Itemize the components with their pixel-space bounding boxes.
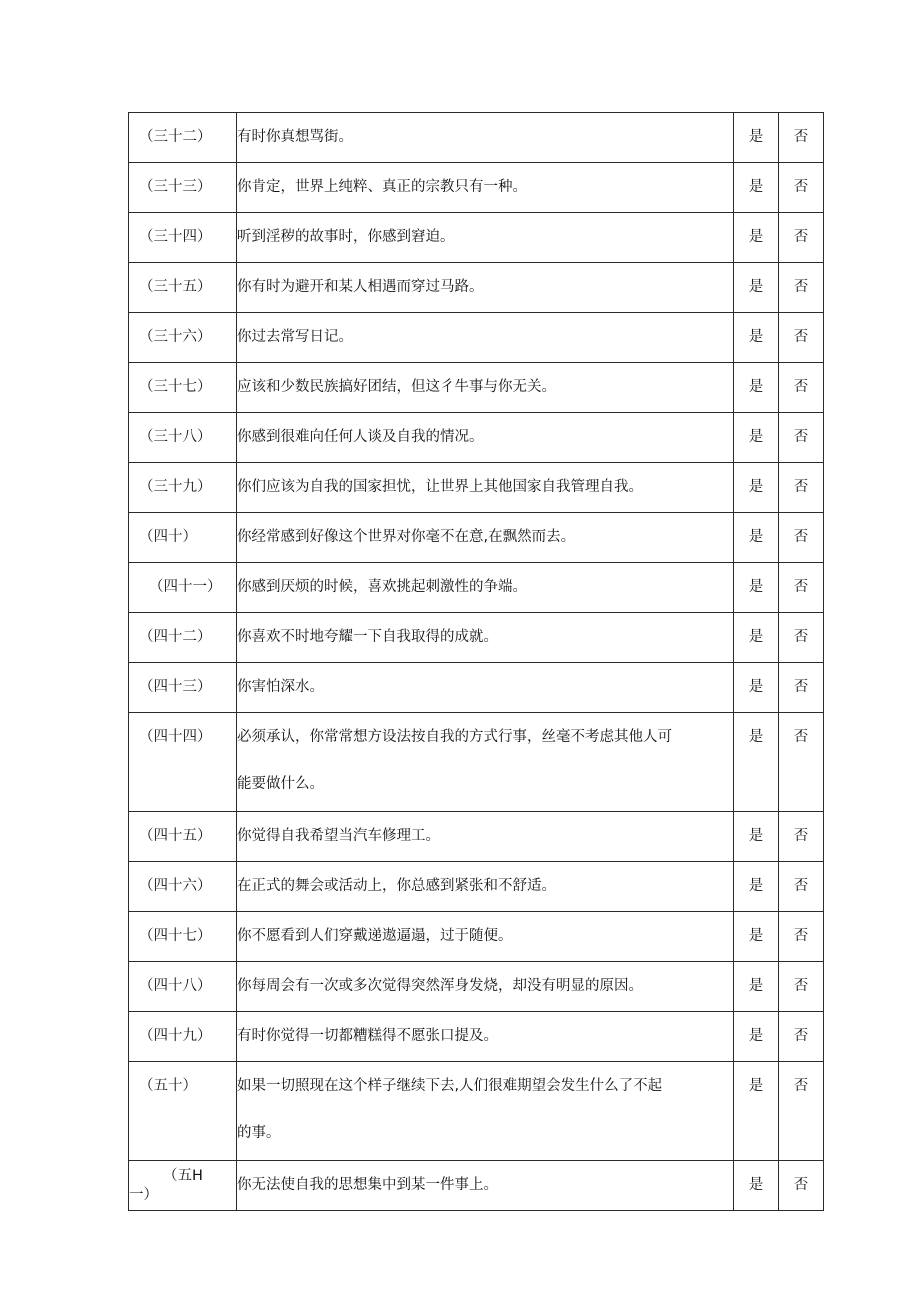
table-row bbox=[129, 663, 824, 713]
answer-no: 否 bbox=[779, 463, 824, 513]
question-number: （三十六） bbox=[129, 313, 237, 363]
question-text: 你感到厌烦的时候，喜欢挑起刺激性的争端。 bbox=[237, 563, 734, 613]
answer-yes: 是 bbox=[734, 1012, 779, 1062]
answer-yes: 是 bbox=[734, 113, 779, 163]
answer-no: 否 bbox=[779, 313, 824, 363]
question-number: （四十二） bbox=[129, 613, 237, 663]
question-number: （四十一） bbox=[129, 563, 237, 613]
question-number: （四十四） bbox=[129, 713, 237, 812]
question-number: （四十九） bbox=[129, 1012, 237, 1062]
table-row bbox=[129, 413, 824, 463]
question-number: （四十） bbox=[129, 513, 237, 563]
answer-yes: 是 bbox=[734, 663, 779, 713]
question-text: 你不愿看到人们穿戴递遨逼遢，过于随便。 bbox=[237, 912, 734, 962]
table-row bbox=[129, 1012, 824, 1062]
question-number: （三十三） bbox=[129, 163, 237, 213]
question-text: 你肯定，世界上纯粹、真正的宗教只有一种。 bbox=[237, 163, 734, 213]
answer-no: 否 bbox=[779, 263, 824, 313]
table-row bbox=[129, 563, 824, 613]
answer-no: 否 bbox=[779, 563, 824, 613]
answer-no: 否 bbox=[779, 912, 824, 962]
question-number: （三十五） bbox=[129, 263, 237, 313]
question-number: （三十九） bbox=[129, 463, 237, 513]
answer-yes: 是 bbox=[734, 413, 779, 463]
question-text: 你过去常写日记。 bbox=[237, 313, 734, 363]
question-text: 你害怕深水。 bbox=[237, 663, 734, 713]
question-number: （四十五） bbox=[129, 812, 237, 862]
table-row bbox=[129, 213, 824, 263]
table-row bbox=[129, 613, 824, 663]
answer-yes: 是 bbox=[734, 513, 779, 563]
answer-yes: 是 bbox=[734, 1161, 779, 1211]
question-text: 你喜欢不时地夸耀一下自我取得的成就。 bbox=[237, 613, 734, 663]
answer-no: 否 bbox=[779, 862, 824, 912]
answer-yes: 是 bbox=[734, 1062, 779, 1161]
answer-no: 否 bbox=[779, 812, 824, 862]
answer-no: 否 bbox=[779, 1062, 824, 1161]
question-number-line-2: 一） bbox=[129, 1187, 158, 1203]
table-row bbox=[129, 962, 824, 1012]
question-text: 应该和少数民族搞好团结，但这彳牛事与你无关。 bbox=[237, 363, 734, 413]
answer-yes: 是 bbox=[734, 713, 779, 812]
answer-yes: 是 bbox=[734, 862, 779, 912]
table-row bbox=[129, 113, 824, 163]
answer-yes: 是 bbox=[734, 313, 779, 363]
table-row bbox=[129, 263, 824, 313]
question-number: （三十二） bbox=[129, 113, 237, 163]
question-text: 你感到很难向任何人谈及自我的情况。 bbox=[237, 413, 734, 463]
answer-yes: 是 bbox=[734, 213, 779, 263]
question-number: （三十四） bbox=[129, 213, 237, 263]
table-row bbox=[129, 862, 824, 912]
question-text bbox=[237, 1062, 734, 1161]
answer-yes: 是 bbox=[734, 962, 779, 1012]
question-text bbox=[237, 713, 734, 812]
answer-yes: 是 bbox=[734, 563, 779, 613]
question-text: 有时你觉得一切都糟糕得不愿张口提及。 bbox=[237, 1012, 734, 1062]
question-number: （三十八） bbox=[129, 413, 237, 463]
answer-yes: 是 bbox=[734, 463, 779, 513]
answer-yes: 是 bbox=[734, 163, 779, 213]
answer-no: 否 bbox=[779, 363, 824, 413]
answer-yes: 是 bbox=[734, 912, 779, 962]
question-text: 你每周会有一次或多次觉得突然浑身发烧，却没有明显的原因。 bbox=[237, 962, 734, 1012]
question-text: 有时你真想骂街。 bbox=[237, 113, 734, 163]
answer-no: 否 bbox=[779, 962, 824, 1012]
table-row bbox=[129, 812, 824, 862]
question-text: 你经常感到好像这个世界对你毫不在意,在飘然而去。 bbox=[237, 513, 734, 563]
answer-no: 否 bbox=[779, 613, 824, 663]
table-row bbox=[129, 912, 824, 962]
question-number-line-1: （五H bbox=[163, 1168, 203, 1184]
question-number: （五十） bbox=[129, 1062, 237, 1161]
question-number: （四十八） bbox=[129, 962, 237, 1012]
question-text: 你觉得自我希望当汽车修理工。 bbox=[237, 812, 734, 862]
question-text: 你无法使自我的思想集中到某一件事上。 bbox=[237, 1161, 734, 1211]
table-row bbox=[129, 463, 824, 513]
table-row bbox=[129, 163, 824, 213]
answer-no: 否 bbox=[779, 1012, 824, 1062]
table-row bbox=[129, 363, 824, 413]
answer-no: 否 bbox=[779, 213, 824, 263]
question-number: （三十七） bbox=[129, 363, 237, 413]
question-number: （四十三） bbox=[129, 663, 237, 713]
answer-no: 否 bbox=[779, 713, 824, 812]
answer-yes: 是 bbox=[734, 812, 779, 862]
answer-no: 否 bbox=[779, 113, 824, 163]
question-text: 你们应该为自我的国家担忧，让世界上其他国家自我管理自我。 bbox=[237, 463, 734, 513]
table-row bbox=[129, 513, 824, 563]
answer-no: 否 bbox=[779, 163, 824, 213]
question-number: （四十六） bbox=[129, 862, 237, 912]
answer-no: 否 bbox=[779, 513, 824, 563]
questionnaire-table bbox=[128, 112, 824, 1211]
question-number bbox=[129, 1161, 237, 1211]
question-text: 你有时为避开和某人相遇而穿过马路。 bbox=[237, 263, 734, 313]
question-text: 听到淫秽的故事时，你感到窘迫。 bbox=[237, 213, 734, 263]
answer-no: 否 bbox=[779, 1161, 824, 1211]
question-text-line-1: 必须承认，你常常想方设法按自我的方式行事，丝毫不考虑其他人可 bbox=[237, 729, 672, 745]
question-text-line-2: 能要做什么。 bbox=[237, 776, 324, 792]
question-text: 在正式的舞会或活动上，你总感到紧张和不舒适。 bbox=[237, 862, 734, 912]
table-row bbox=[129, 313, 824, 363]
answer-no: 否 bbox=[779, 413, 824, 463]
answer-yes: 是 bbox=[734, 263, 779, 313]
answer-yes: 是 bbox=[734, 613, 779, 663]
answer-yes: 是 bbox=[734, 363, 779, 413]
table-row bbox=[129, 1062, 824, 1161]
table-row bbox=[129, 1161, 824, 1211]
question-number: （四十七） bbox=[129, 912, 237, 962]
table-row bbox=[129, 713, 824, 812]
question-text-line-2: 的事。 bbox=[237, 1125, 281, 1141]
answer-no: 否 bbox=[779, 663, 824, 713]
question-text-line-1: 如果一切照现在这个样子继续下去,人们很难期望会发生什么了不起 bbox=[237, 1078, 663, 1094]
